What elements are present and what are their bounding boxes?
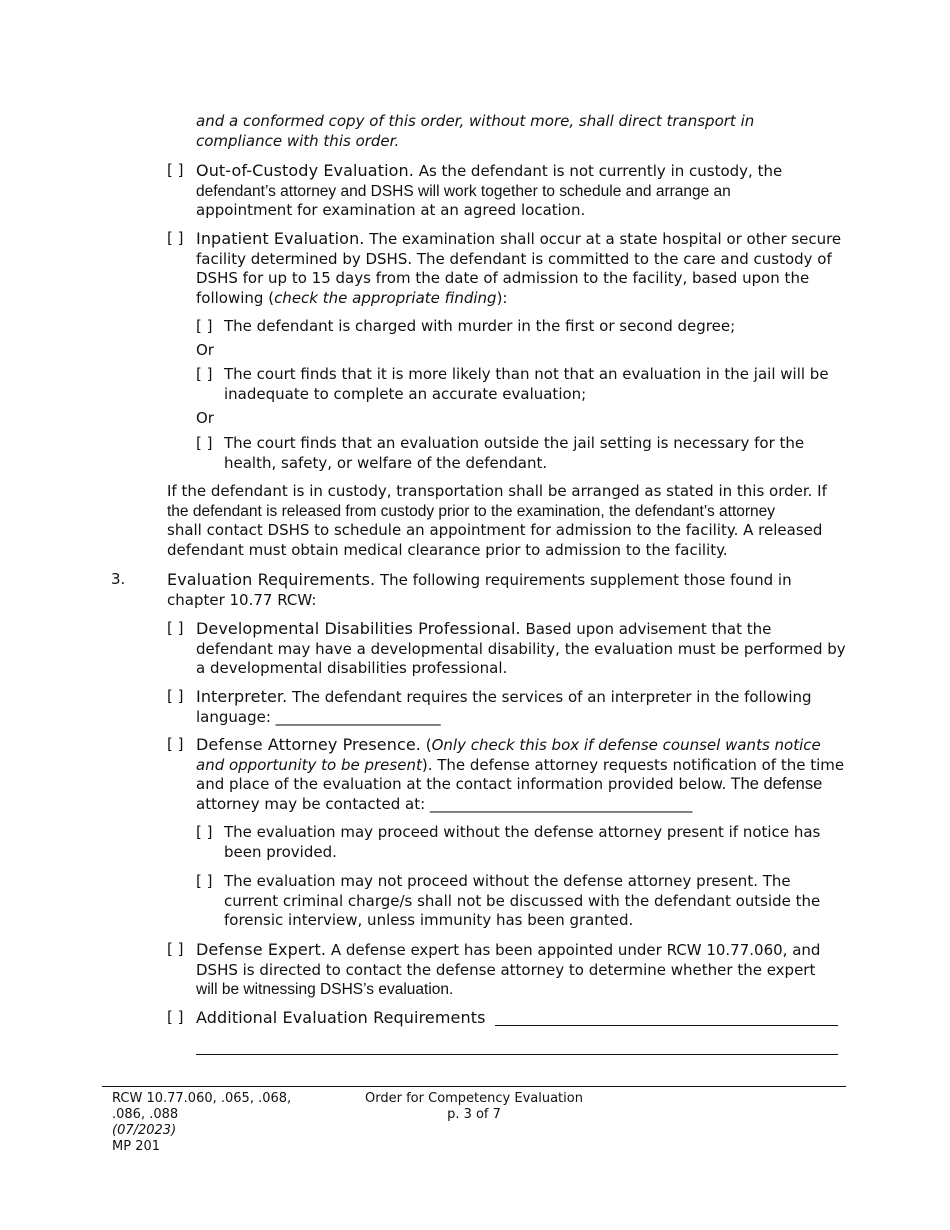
interpreter-title: Interpreter. — [196, 687, 288, 706]
footer-title: Order for Competency Evaluation p. 3 of 7 — [324, 1091, 624, 1123]
defense-attorney-option: Defense Attorney Presence. (Only check this box if defense counsel wants notice and opportunity to be present). The defense attorney requests notification of the time and place of the evaluation at the contact information provided below. The defense attorney may be contacted at: ___________________________________ — [196, 735, 845, 813]
defense-expert-checkbox[interactable]: [ ] — [167, 940, 184, 958]
footer-divider — [102, 1086, 846, 1087]
additional-requirements-field-line-2[interactable] — [196, 1054, 838, 1055]
outside-jail-text: The court finds that an evaluation outside the jail setting is necessary for the health, safety, or welfare of the defendant. — [224, 434, 805, 472]
or-separator: Or — [196, 409, 214, 427]
not-proceed-checkbox[interactable]: [ ] — [196, 872, 213, 890]
continuation-text: and a conformed copy of this order, without more, shall direct transport in compliance with this order. — [196, 112, 755, 150]
section-number: 3. — [111, 570, 126, 588]
developmental-option: Developmental Disabilities Professional. Based upon advisement that the defendant may have a developmental disability, the evaluation must be performed by a developmental disabilities professional. — [196, 619, 846, 678]
jail-inadequate-text: The court finds that it is more likely than not that an evaluation in the jail will be inadequate to complete an accurate evaluation; — [224, 365, 829, 403]
defense-attorney-checkbox[interactable]: [ ] — [167, 735, 184, 753]
developmental-title: Developmental Disabilities Professional. — [196, 619, 521, 638]
developmental-checkbox[interactable]: [ ] — [167, 619, 184, 637]
proceed-without-text: The evaluation may proceed without the defense attorney present if notice has been provided. — [224, 823, 821, 861]
section-3-heading: Evaluation Requirements. The following requirements supplement those found in chapter 10.77 RCW: — [167, 570, 792, 609]
section-3-title: Evaluation Requirements. — [167, 570, 376, 589]
additional-requirements-checkbox[interactable]: [ ] — [167, 1008, 184, 1026]
page-number: p. 3 of 7 — [447, 1107, 501, 1122]
murder-finding-checkbox[interactable]: [ ] — [196, 317, 213, 335]
defense-expert-option: Defense Expert. A defense expert has been appointed under RCW 10.77.060, and DSHS is directed to contact the defense attorney to determine whether the expert will be witnessing DSHS’s evaluation. — [196, 940, 821, 999]
additional-requirements-field[interactable] — [495, 1025, 838, 1026]
defense-expert-title: Defense Expert. — [196, 940, 327, 959]
out-of-custody-option: Out-of-Custody Evaluation. As the defendant is not currently in custody, the defendant’s attorney and DSHS will work together to schedule and arrange an appointment for examination at an agreed location. — [196, 161, 783, 220]
murder-finding-text: The defendant is charged with murder in the first or second degree; — [224, 317, 736, 335]
out-of-custody-checkbox[interactable]: [ ] — [167, 161, 184, 179]
inpatient-option: Inpatient Evaluation. The examination shall occur at a state hospital or other secure facility determined by DSHS. The defendant is committed to the care and custody of DSHS for up to 15 days from the date of admission to the facility, based upon the following (check the appropriate finding): — [196, 229, 842, 307]
footer-statute: RCW 10.77.060, .065, .068, .086, .088 (07/2023) MP 201 — [112, 1091, 292, 1154]
interpreter-option: Interpreter. The defendant requires the services of an interpreter in the following language: ______________________ — [196, 687, 812, 726]
additional-requirements-title: Additional Evaluation Requirements — [196, 1008, 486, 1027]
language-field[interactable]: language: ______________________ — [196, 707, 441, 726]
or-separator: Or — [196, 341, 214, 359]
proceed-without-checkbox[interactable]: [ ] — [196, 823, 213, 841]
outside-jail-checkbox[interactable]: [ ] — [196, 434, 213, 452]
inpatient-checkbox[interactable]: [ ] — [167, 229, 184, 247]
not-proceed-text: The evaluation may not proceed without the defense attorney present. The current criminal charge/s shall not be discussed with the defendant outside the forensic interview, unless immunity has been granted. — [224, 872, 821, 930]
attorney-contact-field[interactable]: attorney may be contacted at: ___________________________________ — [196, 794, 693, 813]
interpreter-checkbox[interactable]: [ ] — [167, 687, 184, 705]
defense-attorney-title: Defense Attorney Presence. — [196, 735, 421, 754]
jail-inadequate-checkbox[interactable]: [ ] — [196, 365, 213, 383]
inpatient-title: Inpatient Evaluation. — [196, 229, 365, 248]
out-of-custody-title: Out-of-Custody Evaluation. — [196, 161, 414, 180]
transport-paragraph: If the defendant is in custody, transportation shall be arranged as stated in this order. If the defendant is released from custody prior to the examination, the defendant’s attorney shall contact DSHS to schedule an appointment for admission to the facility. A released defendant must obtain medical clearance prior to admission to the facility. — [167, 482, 827, 559]
